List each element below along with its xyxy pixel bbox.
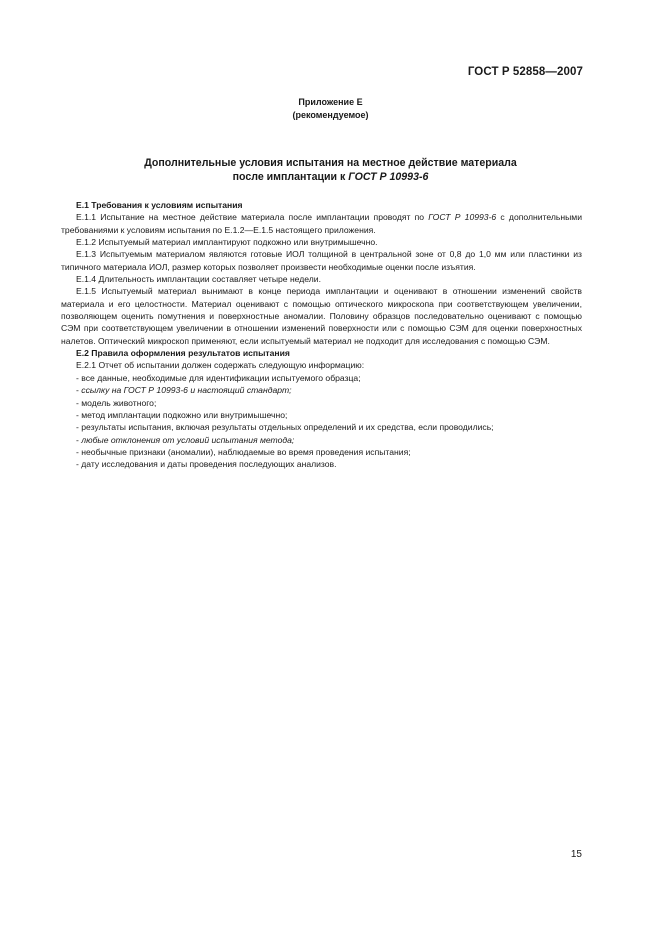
list-item-text: необычные признаки (аномалии), наблюдаемые во время проведения испытания; <box>81 446 411 457</box>
list-item <box>61 446 582 458</box>
list-item <box>61 458 582 470</box>
title-line-2-text: после имплантации к <box>232 171 349 183</box>
list-item <box>61 397 582 409</box>
list-item <box>61 409 582 421</box>
section-e2-heading: Е.2 Правила оформления результатов испытания <box>76 348 290 359</box>
appendix-title: Приложение Е <box>298 97 363 107</box>
title-standard-ref: ГОСТ Р 10993-6 <box>348 171 429 183</box>
document-body <box>61 199 582 471</box>
clause-e1-5: Е.1.5 Испытуемый материал вынимают в конце периода имплантации и оценивают в отношении изменений свойств материала и его целостности. Материал оценивают с помощью оптического микроскопа при соответствующем увеличении, позволяющем оценить помутнения и поверхностные аномалии. Половину образцов последовательно оценивают с помощью СЭМ при соответствующем увеличении в отношении изменений поверхности или с помощью СЭМ для оценки поверхностных налетов. Оптический микроскоп применяют, если испытуемый материал не подходит для исследования с помощью СЭМ. <box>61 286 582 346</box>
list-item <box>61 434 582 446</box>
list-dash: - <box>76 422 79 433</box>
list-item-text: метод имплантации подкожно или внутримышечно; <box>81 409 288 420</box>
clause-e1-2: Е.1.2 Испытуемый материал имплантируют подкожно или внутримышечно. <box>76 237 378 248</box>
list-item-text: ссылку на ГОСТ Р 10993-6 и настоящий стандарт; <box>81 385 292 396</box>
list-item-text: дату исследования и даты проведения последующих анализов. <box>81 459 337 470</box>
list-item-text: результаты испытания, включая результаты отдельных определений и их средства, если проводились; <box>81 422 494 433</box>
list-dash: - <box>76 385 79 396</box>
clause-e1-1-tail: с дополнительными требованиями к условиям испытания по Е.1.2—Е.1.5 настоящего приложения. <box>61 212 582 235</box>
clause-e2-1: Е.2.1 Отчет об испытании должен содержать следующую информацию: <box>76 360 365 371</box>
document-title <box>0 156 661 184</box>
list-item-text: все данные, необходимые для идентификации испытуемого образца; <box>81 372 361 383</box>
list-item-text: любые отклонения от условий испытания метода; <box>81 434 295 445</box>
clause-e1-1-text: Е.1.1 Испытание на местное действие материала после имплантации проводят по <box>76 212 429 223</box>
clause-e1-4: Е.1.4 Длительность имплантации составляет четыре недели. <box>76 274 321 285</box>
title-line-1: Дополнительные условия испытания на местное действие материала <box>144 157 517 169</box>
list-item <box>61 384 582 396</box>
clause-e1-1 <box>61 211 582 236</box>
list-item <box>61 421 582 433</box>
list-dash: - <box>76 446 79 457</box>
list-dash: - <box>76 409 79 420</box>
list-dash: - <box>76 397 79 408</box>
clause-e1-1-ref: ГОСТ Р 10993-6 <box>428 212 497 223</box>
list-item-text: модель животного; <box>81 397 157 408</box>
clause-e1-3: Е.1.3 Испытуемым материалом являются готовые ИОЛ толщиной в центральной зоне от 0,8 до 1,0 мм или пластинки из типичного материала ИОЛ, размер которых позволяет произвести необходимые оценки после изъятия. <box>61 249 582 272</box>
report-requirements-list <box>61 372 582 471</box>
section-e1-heading: Е.1 Требования к условиям испытания <box>76 200 243 210</box>
appendix-heading <box>0 96 661 122</box>
list-item <box>61 372 582 384</box>
list-dash: - <box>76 434 79 445</box>
appendix-type: (рекомендуемое) <box>292 110 369 120</box>
list-dash: - <box>76 372 79 383</box>
standard-number: ГОСТ Р 52858—2007 <box>467 66 583 78</box>
list-dash: - <box>76 459 79 470</box>
page-number: 15 <box>570 849 582 860</box>
title-line-2 <box>0 170 661 184</box>
